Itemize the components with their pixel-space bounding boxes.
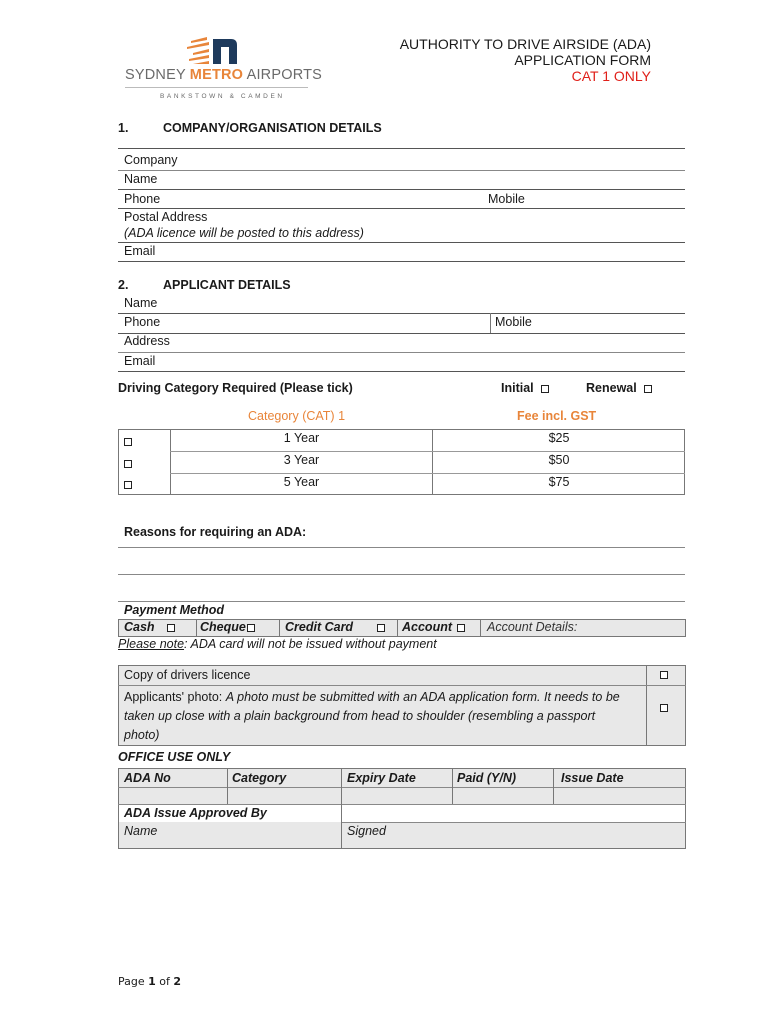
- applicant-phone-label: Phone: [124, 315, 161, 329]
- payment-divider-3: [397, 619, 398, 637]
- category-3-year-fee: $50: [548, 453, 570, 467]
- photo-requirement-text: [124, 688, 640, 745]
- reasons-line-3[interactable]: [118, 601, 685, 602]
- category-1-year-checkbox[interactable]: [124, 438, 132, 446]
- ada-no-field[interactable]: [119, 788, 226, 803]
- fee-column-header: Fee incl. GST: [517, 409, 597, 423]
- initial-option[interactable]: [501, 381, 549, 395]
- category-1-year-fee: $25: [548, 431, 570, 445]
- approver-name-label: Name: [124, 824, 158, 838]
- payment-divider-1: [196, 619, 197, 637]
- payment-cash-option[interactable]: [124, 620, 175, 634]
- cash-checkbox[interactable]: [167, 624, 175, 632]
- renewal-checkbox[interactable]: [644, 385, 652, 393]
- payment-note-label: Please note: [118, 637, 185, 651]
- category-field[interactable]: [228, 788, 340, 803]
- company-name-field-line[interactable]: [118, 189, 685, 190]
- applicant-name-field-line[interactable]: [118, 313, 685, 314]
- drivers-licence-checkbox[interactable]: [660, 671, 668, 679]
- page-of-label: of: [155, 975, 174, 988]
- company-phone-field-line[interactable]: [118, 208, 685, 209]
- approved-by-label: ADA Issue Approved By: [124, 806, 267, 820]
- page-current: 1: [148, 975, 156, 988]
- company-label: Company: [124, 153, 178, 167]
- section2-title: APPLICANT DETAILS: [163, 278, 291, 292]
- applicant-photo-checkbox[interactable]: [660, 704, 668, 712]
- applicant-address-label: Address: [124, 334, 170, 348]
- logo-text-airports: AIRPORTS: [243, 67, 323, 83]
- category-3-year-duration: 3 Year: [283, 453, 320, 467]
- page-label: Page: [118, 975, 149, 988]
- reasons-line-1[interactable]: [118, 547, 685, 548]
- category-5-year-fee: $75: [548, 475, 570, 489]
- applicant-mobile-label: Mobile: [495, 315, 532, 329]
- company-phone-label: Phone: [124, 192, 161, 206]
- payment-note: [118, 637, 437, 651]
- office-row-line-3: [341, 822, 686, 823]
- section1-title: COMPANY/ORGANISATION DETAILS: [163, 121, 382, 135]
- applicant-email-label: Email: [124, 354, 156, 368]
- office-use-title: OFFICE USE ONLY: [118, 750, 231, 764]
- drivers-licence-label: Copy of drivers licence: [124, 668, 251, 682]
- photo-requirement-line1: A photo must be submitted with an ADA application form. It needs to be: [225, 690, 620, 704]
- category-5-year-duration: 5 Year: [283, 475, 320, 489]
- company-name-label: Name: [124, 172, 158, 186]
- account-checkbox[interactable]: [457, 624, 465, 632]
- cash-label: Cash: [124, 620, 155, 634]
- paid-field[interactable]: [453, 788, 552, 803]
- postal-address-note: (ADA licence will be posted to this address): [124, 226, 364, 240]
- form-subtitle: APPLICATION FORM: [514, 52, 651, 68]
- credit-card-label: Credit Card: [285, 620, 354, 634]
- form-title: AUTHORITY TO DRIVE AIRSIDE (ADA): [399, 36, 651, 52]
- category-column-header: Category (CAT) 1: [248, 409, 346, 423]
- form-title-block: [400, 36, 651, 84]
- photo-requirement-line2: taken up close with a plain background from head to shoulder (resembling a passport: [124, 709, 596, 723]
- expiry-date-header: Expiry Date: [347, 771, 416, 785]
- renewal-label: Renewal: [586, 381, 637, 395]
- renewal-option[interactable]: [586, 381, 652, 395]
- cheque-label: Cheque: [200, 620, 246, 634]
- ada-no-header: ADA No: [124, 771, 171, 785]
- reasons-label: Reasons for requiring an ADA:: [124, 525, 307, 539]
- payment-method-title: Payment Method: [124, 603, 225, 617]
- payment-note-text: : ADA card will not be issued without payment: [184, 637, 437, 651]
- cheque-checkbox[interactable]: [247, 624, 255, 632]
- issue-date-field[interactable]: [554, 788, 685, 803]
- account-details-field[interactable]: Account Details:: [487, 620, 578, 634]
- postal-address-field-line[interactable]: [118, 242, 685, 243]
- account-label: Account: [402, 620, 452, 634]
- company-mobile-label: Mobile: [488, 192, 525, 206]
- logo-text-metro: METRO: [189, 67, 244, 83]
- postal-address-label: Postal Address: [124, 210, 208, 224]
- issue-date-header: Issue Date: [561, 771, 624, 785]
- applicant-name-label: Name: [124, 296, 158, 310]
- reasons-line-2[interactable]: [118, 574, 685, 575]
- applicant-phone-field-line[interactable]: [118, 333, 685, 334]
- company-email-field-line[interactable]: [118, 261, 685, 262]
- driving-category-label: Driving Category Required (Please tick): [118, 381, 353, 395]
- logo-divider: [125, 87, 308, 88]
- checklist-column-divider: [646, 665, 647, 746]
- paid-header: Paid (Y/N): [457, 771, 517, 785]
- phone-mobile-divider: [490, 313, 491, 333]
- payment-credit-option[interactable]: [285, 620, 385, 634]
- checklist-row-divider: [118, 685, 686, 686]
- approver-signed-label: Signed: [347, 824, 386, 838]
- category-1-year-duration: 1 Year: [283, 431, 320, 445]
- office-col-line-2: [341, 768, 342, 849]
- logo-wordmark: [125, 67, 322, 83]
- category-table-row-line-2: [170, 473, 685, 474]
- applicant-email-field-line[interactable]: [118, 371, 685, 372]
- page-number: [118, 975, 181, 988]
- category-table-row-line-1: [170, 451, 685, 452]
- photo-requirement-line3: photo): [124, 728, 160, 742]
- logo-text-sydney: SYDNEY: [125, 67, 190, 83]
- company-field-line[interactable]: [118, 170, 685, 171]
- initial-checkbox[interactable]: [541, 385, 549, 393]
- section1-number: 1.: [118, 121, 129, 135]
- logo-subtext: BANKSTOWN & CAMDEN: [160, 93, 285, 100]
- category-header: Category: [232, 771, 287, 785]
- payment-divider-2: [279, 619, 280, 637]
- airport-logo-icon: [183, 33, 243, 67]
- section2-number: 2.: [118, 278, 129, 292]
- photo-requirement-label: Applicants' photo:: [124, 690, 226, 704]
- category-5-year-checkbox[interactable]: [124, 481, 132, 489]
- office-row-line-2: [118, 804, 686, 805]
- category-3-year-checkbox[interactable]: [124, 460, 132, 468]
- company-email-label: Email: [124, 244, 156, 258]
- section1-top-rule: [118, 148, 685, 149]
- credit-card-checkbox[interactable]: [377, 624, 385, 632]
- page-total: 2: [173, 975, 182, 988]
- initial-label: Initial: [501, 381, 534, 395]
- applicant-address-field-line[interactable]: [118, 352, 685, 353]
- form-category-label: CAT 1 ONLY: [571, 68, 651, 84]
- payment-divider-4: [480, 619, 481, 637]
- payment-cheque-option[interactable]: [200, 620, 255, 634]
- expiry-date-field[interactable]: [342, 788, 451, 803]
- payment-account-option[interactable]: [402, 620, 465, 634]
